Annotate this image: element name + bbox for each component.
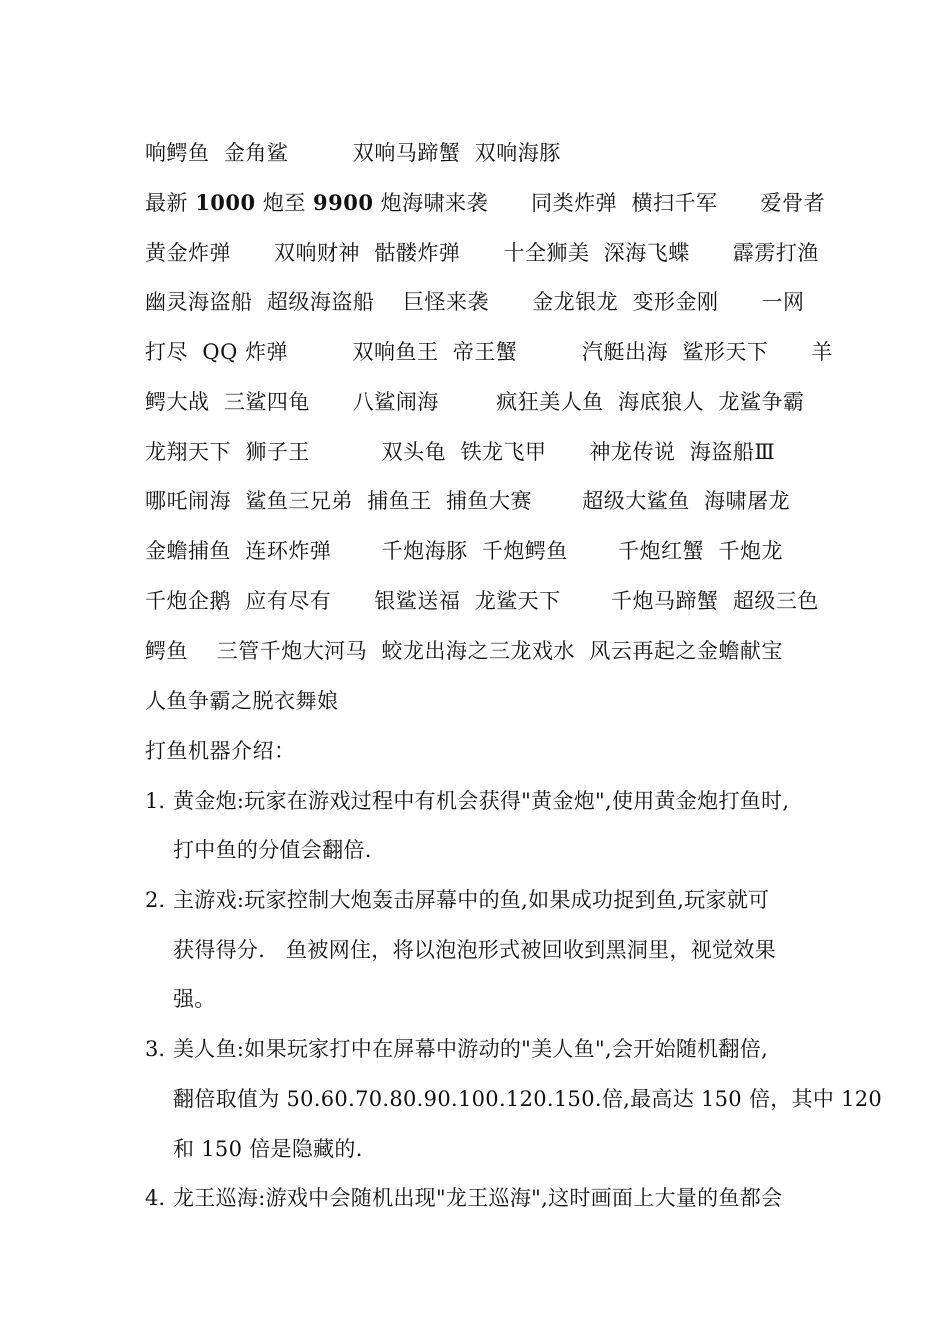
list-line: 翻倍取值为 50.60.70.80.90.100.120.150.倍,最高达 150 倍，其中 120: [173, 1087, 883, 1111]
list-number: 4.: [145, 1186, 166, 1210]
text-span: 炮至: [255, 191, 313, 215]
list-line: 龙王巡海:游戏中会随机出现"龙王巡海",这时画面上大量的鱼都会: [173, 1186, 783, 1210]
list-line: 黄金炮:玩家在游戏过程中有机会获得"黄金炮",使用黄金炮打鱼时,: [173, 789, 790, 813]
list-line: 主游戏:玩家控制大炮轰击屏幕中的鱼,如果成功捉到鱼,玩家就可: [173, 888, 770, 912]
list-number: 3.: [145, 1037, 166, 1061]
game-names-line-6: 鳄大战 三鲨四龟 八鲨闹海 疯狂美人鱼 海底狼人 龙鲨争霸: [145, 390, 805, 414]
game-names-line-11: 鳄鱼 三管千炮大河马 蛟龙出海之三龙戏水 风云再起之金蟾献宝: [145, 639, 783, 663]
game-names-line-4: 幽灵海盗船 超级海盗船 巨怪来袭 金龙银龙 变形金刚 一网: [145, 290, 805, 314]
game-names-line-7: 龙翔天下 狮子王 双头龟 铁龙飞甲 神龙传说 海盗船Ⅲ: [145, 440, 776, 464]
bold-number: 1000: [195, 190, 256, 215]
game-names-line-5: 打尽 QQ 炸弹 双响鱼王 帝王蟹 汽艇出海 鲨形天下 羊: [145, 340, 833, 364]
bold-number: 9900: [313, 190, 374, 215]
game-names-line-2: [145, 189, 825, 217]
game-names-line-12: 人鱼争霸之脱衣舞娘: [145, 689, 339, 713]
text-span: 最新: [145, 191, 196, 215]
list-line: 获得得分. 鱼被网住，将以泡泡形式被回收到黑洞里，视觉效果: [173, 938, 776, 962]
game-names-line-1: 响鳄鱼 金角鲨 双响马蹄蟹 双响海豚: [145, 141, 561, 165]
game-names-line-8: 哪吒闹海 鲨鱼三兄弟 捕鱼王 捕鱼大赛 超级大鲨鱼 海啸屠龙: [145, 489, 791, 513]
list-number: 2.: [145, 888, 166, 912]
list-number: 1.: [145, 789, 166, 813]
list-line: 和 150 倍是隐藏的.: [173, 1137, 363, 1161]
intro-heading: 打鱼机器介绍：: [145, 739, 296, 763]
list-line: 打中鱼的分值会翻倍.: [173, 838, 372, 862]
game-names-line-9: 金蟾捕鱼 连环炸弹 千炮海豚 千炮鳄鱼 千炮红蟹 千炮龙: [145, 539, 784, 563]
text-span: 炮海啸来袭 同类炸弹 横扫千军 爱骨者: [373, 191, 826, 215]
game-names-line-3: 黄金炸弹 双响财神 骷髅炸弹 十全狮美 深海飞蝶 霹雳打渔: [145, 241, 819, 265]
game-names-line-10: 千炮企鹅 应有尽有 银鲨送福 龙鲨天下 千炮马蹄蟹 超级三色: [145, 589, 819, 613]
list-line: 强。: [173, 987, 216, 1011]
list-line: 美人鱼:如果玩家打中在屏幕中游动的"美人鱼",会开始随机翻倍,: [173, 1037, 769, 1061]
